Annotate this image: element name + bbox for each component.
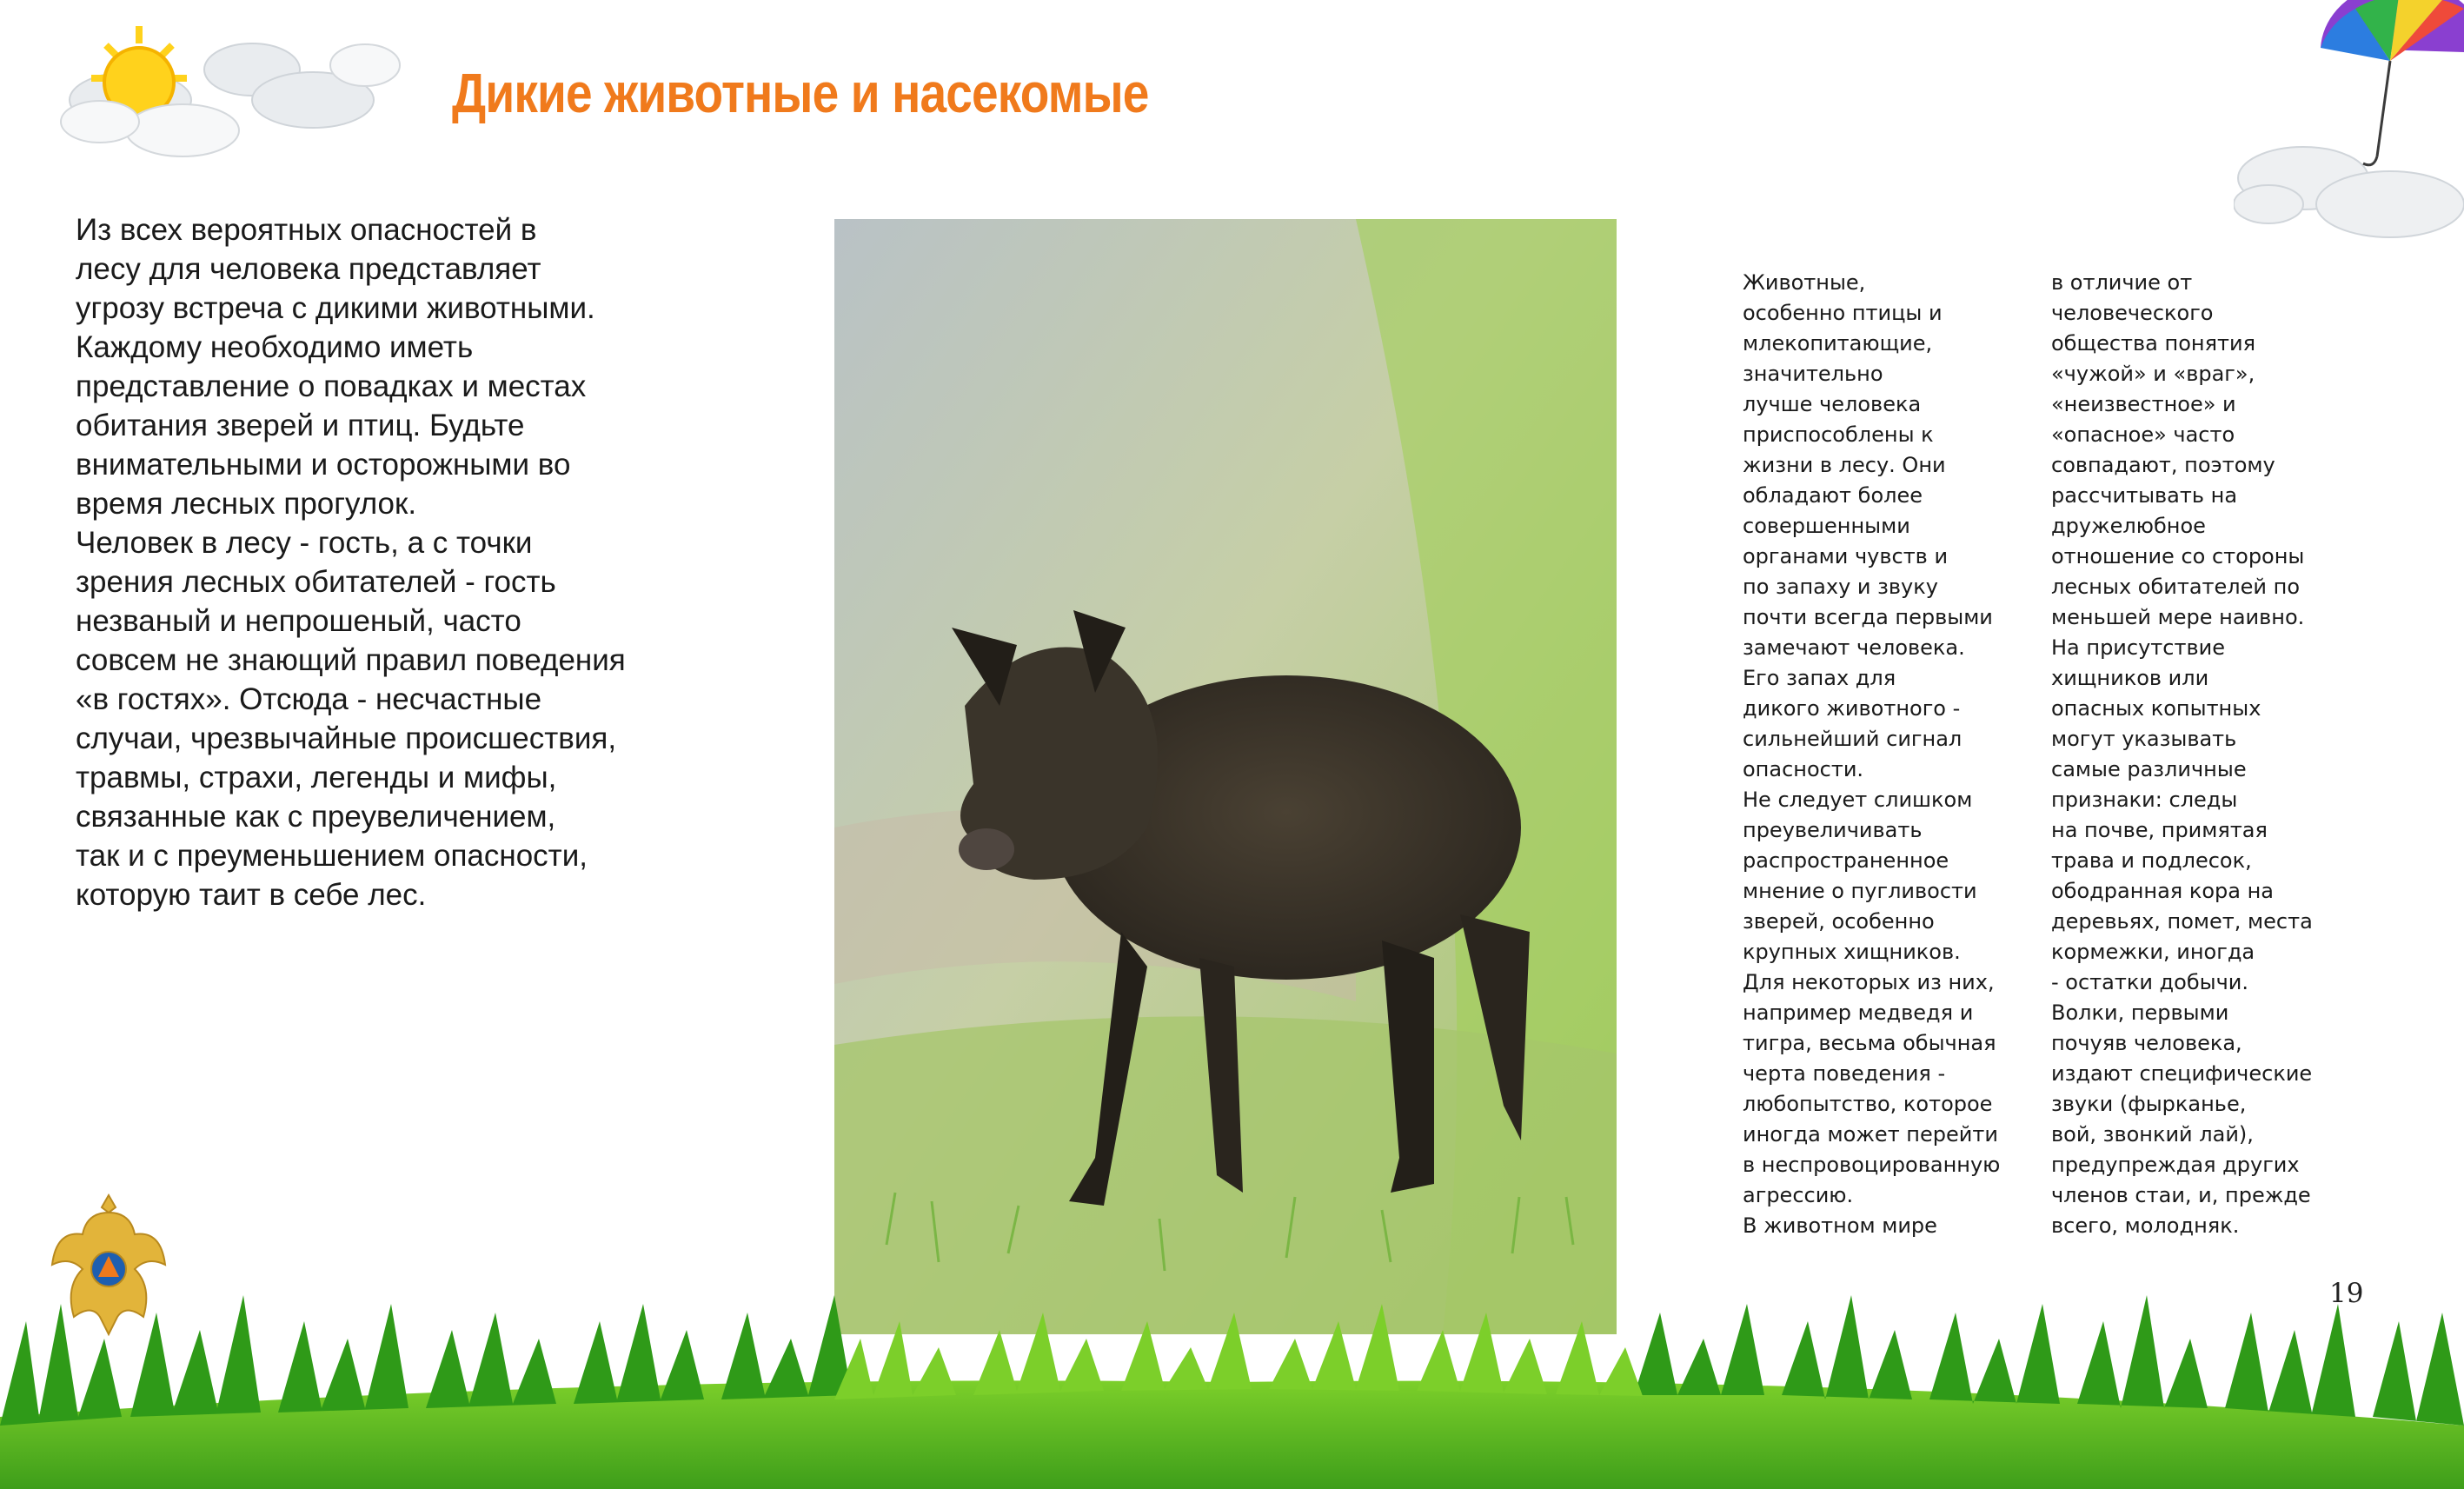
text-column-2: в отличие от человеческого общества понятия «чужой» и «враг», «неизвестное» и «опасное» часто совпадают, поэтому рассчитывать на дружелюбное отношение со стороны лесных обитателей по меньшей мере наивно. На присутствие хищников или опасных копытных могут указывать самые различные признаки: следы на почве, примятая трава и подлесок, ободранная кора на деревьях, помет, места кормежки, иногда - остатки добычи. Волки, первыми почуяв человека, издают специфические звуки (фырканье, вой, звонкий лай), предупреждая других членов стаи, и, прежде всего, молодняк. — [2051, 270, 2313, 1238]
text-column-1: Животные, особенно птицы и млекопитающие, значительно лучше человека приспособлены к жизни в лесу. Они обладают более совершенными органами чувств и по запаху и звуку почти всегда первыми замечают человека. Его запах для дикого животного - сильнейший сигнал опасности. Не следует слишком преувеличивать распространенное мнение о пугливости зверей, особенно крупных хищников. Для некоторых из них, например медведя и тигра, весьма обычная черта поведения - любопытство, которое иногда может перейти в неспровоцированную агрессию. В животном мире — [1743, 270, 2001, 1238]
grass-footer — [0, 1286, 2464, 1489]
intro-paragraph: Из всех вероятных опасностей в лесу для человека представляет угрозу встреча с дикими животными. Каждому необходимо иметь представление о повадках и местах обитания зверей и птиц. Будьте внимательными и осторожными во время лесных прогулок. Человек в лесу - гость, а с точки зрения лесных обитателей - гость незваный и непрошеный, часто совсем не знающий правил поведения «в гостях». Отсюда - несчастные случаи, чрезвычайные происшествия, травмы, страхи, легенды и мифы, связанные как с преувеличением, так и с преуменьшением опасности, которую таит в себе лес. — [76, 213, 626, 912]
page-title: Дикие животные и насекомые — [452, 62, 1149, 124]
wild-boar-photo — [834, 219, 1617, 1334]
sun-icon — [52, 17, 417, 183]
umbrella-icon — [2234, 0, 2464, 243]
page-number: 19 — [2329, 1278, 2364, 1309]
